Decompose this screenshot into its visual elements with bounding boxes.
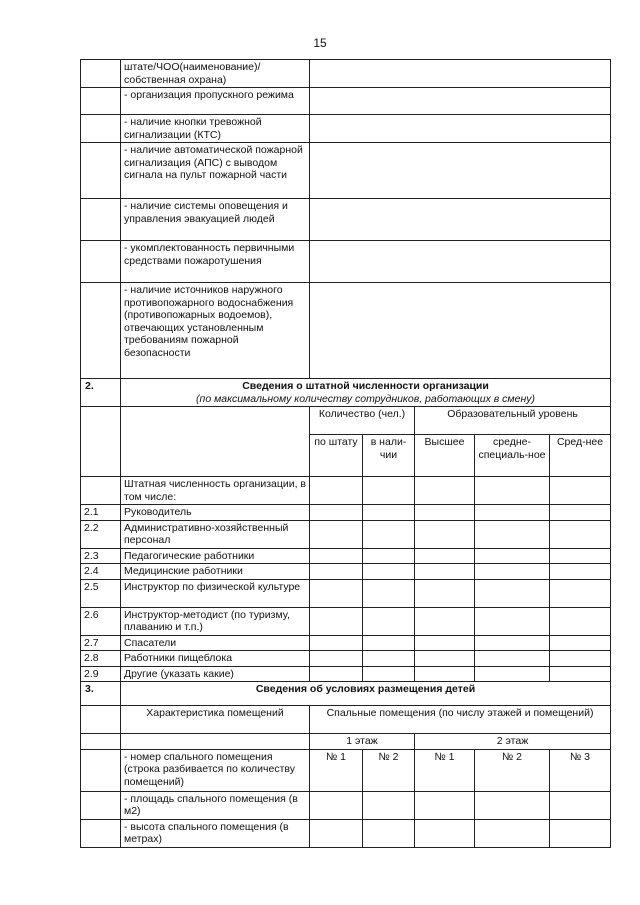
- table-row: [81, 607, 611, 635]
- table-row: [81, 651, 611, 667]
- column-header: средне-специаль-ное: [475, 435, 550, 477]
- room-number: № 2: [475, 749, 550, 791]
- column-header: Образовательный уровень: [415, 407, 611, 435]
- table-row: [81, 548, 611, 564]
- row-number: 2.7: [81, 635, 121, 651]
- table-row: [81, 407, 611, 435]
- table-row: [81, 734, 611, 750]
- table-row: [81, 706, 611, 734]
- row-label: Другие (указать какие): [121, 666, 310, 682]
- room-number: № 3: [550, 749, 611, 791]
- row-label: - высота спального помещения (в метрах): [121, 819, 310, 847]
- section-title: Сведения о штатной численности организации: [242, 380, 489, 392]
- row-label: - номер спального помещения (строка разбивается по количеству помещений): [121, 749, 310, 791]
- row-label: - организация пропускного режима: [121, 88, 310, 115]
- room-number: № 2: [363, 749, 415, 791]
- value-cell: [310, 60, 611, 88]
- value-cell: [310, 88, 611, 115]
- table-row: [81, 819, 611, 847]
- row-label: Руководитель: [121, 505, 310, 521]
- table-row: [81, 60, 611, 88]
- table-row: [81, 88, 611, 115]
- page-number: 15: [313, 36, 327, 50]
- row-label: Административно-хозяйственный персонал: [121, 520, 310, 548]
- value-cell: [310, 241, 611, 283]
- section-header: [81, 379, 611, 407]
- table-row: [81, 749, 611, 791]
- row-number: 2.6: [81, 607, 121, 635]
- row-number: 2.1: [81, 505, 121, 521]
- row-label: Инструктор по физической культуре: [121, 579, 310, 607]
- room-number: № 1: [415, 749, 475, 791]
- row-number: 2.5: [81, 579, 121, 607]
- column-header: Высшее: [415, 435, 475, 477]
- section-number: 3.: [81, 682, 121, 706]
- table-row: [81, 505, 611, 521]
- row-label: - наличие системы оповещения и управления эвакуацией людей: [121, 199, 310, 241]
- column-header: Количество (чел.): [310, 407, 415, 435]
- value-cell: [310, 199, 611, 241]
- table-row: [81, 283, 611, 379]
- row-number: 2.9: [81, 666, 121, 682]
- row-label: Работники пищеблока: [121, 651, 310, 667]
- floor-header: 2 этаж: [415, 734, 611, 750]
- section-title: Сведения об условиях размещения детей: [121, 682, 611, 706]
- column-header: Характеристика помещений: [121, 706, 310, 734]
- table-row: [81, 143, 611, 199]
- value-cell: [310, 115, 611, 143]
- row-label: - наличие источников наружного противопожарного водоснабжения (противопожарных водоемов), отвечающих установленным требованиям пожарной безопасности: [121, 283, 310, 379]
- column-header: Спальные помещения (по числу этажей и помещений): [310, 706, 611, 734]
- row-label: Штатная численность организации, в том числе:: [121, 477, 310, 505]
- row-label: - площадь спального помещения (в м2): [121, 791, 310, 819]
- row-label: - укомплектованность первичными средствами пожаротушения: [121, 241, 310, 283]
- row-number: 2.8: [81, 651, 121, 667]
- table-row: [81, 579, 611, 607]
- section-number: 2.: [81, 379, 121, 407]
- table-row: [81, 635, 611, 651]
- row-label: Спасатели: [121, 635, 310, 651]
- column-header: по штату: [310, 435, 363, 477]
- table-row: [81, 791, 611, 819]
- form-table: [80, 59, 611, 848]
- row-label: штате/ЧОО(наименование)/ собственная охрана): [121, 60, 310, 88]
- table-row: [81, 241, 611, 283]
- table-row: [81, 666, 611, 682]
- column-header: в нали-чии: [363, 435, 415, 477]
- room-number: № 1: [310, 749, 363, 791]
- row-label: - наличие кнопки тревожной сигнализации (КТС): [121, 115, 310, 143]
- table-row: [81, 115, 611, 143]
- table-row: [81, 477, 611, 505]
- row-number: 2.4: [81, 564, 121, 580]
- column-header: Сред-нее: [550, 435, 611, 477]
- row-label: - наличие автоматической пожарной сигнализация (АПС) с выводом сигнала на пульт пожарной части: [121, 143, 310, 199]
- value-cell: [310, 143, 611, 199]
- row-label: Инструктор-методист (по туризму, плаванию и т.п.): [121, 607, 310, 635]
- table-row: [81, 564, 611, 580]
- section-header: [81, 682, 611, 706]
- row-number: 2.3: [81, 548, 121, 564]
- table-row: [81, 199, 611, 241]
- row-number: 2.2: [81, 520, 121, 548]
- floor-header: 1 этаж: [310, 734, 415, 750]
- table-row: [81, 520, 611, 548]
- row-label: Педагогические работники: [121, 548, 310, 564]
- value-cell: [310, 283, 611, 379]
- section-subtitle: (по максимальному количеству сотрудников, работающих в смену): [196, 392, 535, 405]
- row-label: Медицинские работники: [121, 564, 310, 580]
